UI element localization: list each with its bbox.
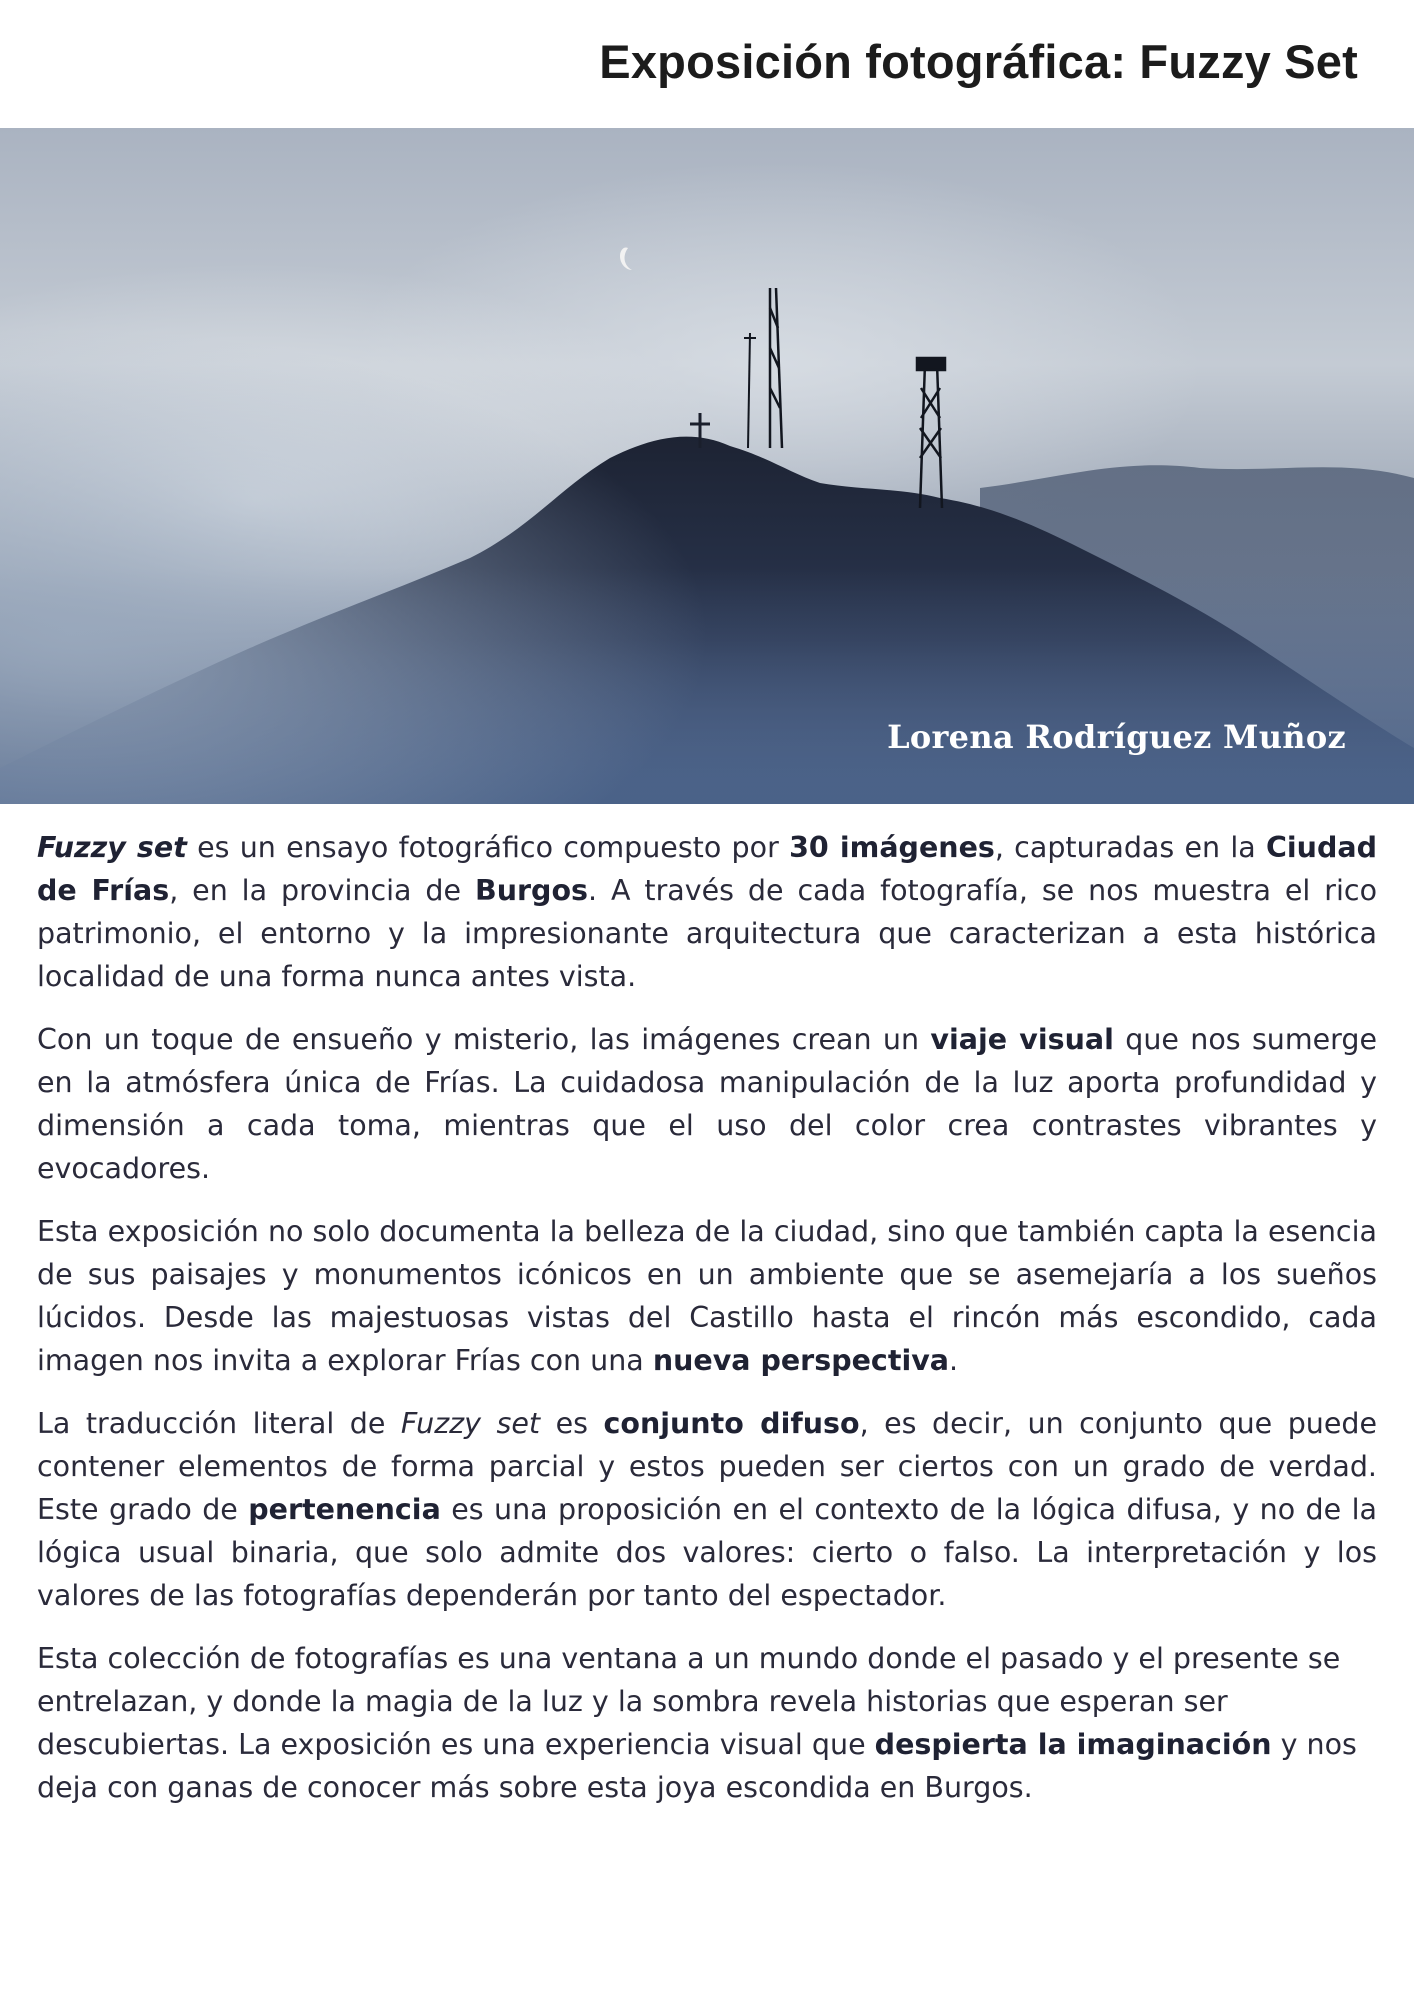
- paragraph-5: [37, 1637, 1377, 1809]
- paragraph-4: [37, 1402, 1377, 1617]
- text-span: es: [540, 1407, 604, 1440]
- article-body: [37, 826, 1377, 1829]
- bold-text: despierta la imaginación: [874, 1728, 1272, 1761]
- bold-text: pertenencia: [248, 1493, 441, 1526]
- paragraph-1: [37, 826, 1377, 998]
- hero-photo: [0, 128, 1414, 804]
- bold-text: Ciudad de Frías: [37, 831, 1378, 907]
- text-span: Esta colección de fotografías es una ventana a un mundo donde el pasado y el presente se entrelazan, y donde la magia de la luz y la sombra revela historias que esperan ser descubiertas. La exposición es una experiencia visual que: [37, 1642, 1341, 1761]
- text-span: . A través de cada fotografía, se nos muestra el rico patrimonio, el entorno y la impresionante arquitectura que caracterizan a esta histórica localidad de una forma nunca antes vista.: [37, 874, 1378, 993]
- bold-text: viaje visual: [930, 1023, 1114, 1056]
- page-title: Exposición fotográfica: Fuzzy Set: [599, 35, 1358, 88]
- text-span: , capturadas en la: [994, 831, 1266, 864]
- text-span: Esta exposición no solo documenta la belleza de la ciudad, sino que también capta la esencia de sus paisajes y monumentos icónicos en un ambiente que se asemejaría a los sueños lúcidos. Desde las majestuosas vistas del Castillo hasta el rincón más escondido, cada imagen nos invita a explorar Frías con una: [37, 1215, 1377, 1377]
- text-span: La traducción literal de: [37, 1407, 401, 1440]
- text-span: que nos sumerge en la atmósfera única de Frías. La cuidadosa manipulación de la luz aporta profundidad y dimensión a cada toma, mientras que el uso del color crea contrastes vibrantes y evocadores.: [37, 1023, 1378, 1185]
- bold-text: nueva perspectiva: [652, 1344, 950, 1377]
- text-span: .: [949, 1344, 959, 1377]
- text-span: , es decir, un conjunto que puede contener elementos de forma parcial y estos pueden ser ciertos con un grado de verdad. Este grado de: [37, 1407, 1378, 1526]
- misty-hill-illustration: [0, 128, 1414, 804]
- italic-text: Fuzzy set: [400, 1407, 541, 1440]
- emphasis-title: Fuzzy set: [37, 831, 187, 864]
- photographer-caption: Lorena Rodríguez Muñoz: [887, 718, 1346, 756]
- paragraph-2: [37, 1018, 1377, 1190]
- paragraph-3: [37, 1210, 1377, 1382]
- text-span: Con un toque de ensueño y misterio, las imágenes crean un: [37, 1023, 931, 1056]
- text-span: , en la provincia de: [169, 874, 475, 907]
- bold-text: Burgos: [474, 874, 588, 907]
- text-span: y nos deja con ganas de conocer más sobre esta joya escondida en Burgos.: [37, 1728, 1357, 1804]
- text-span: es un ensayo fotográfico compuesto por: [186, 831, 790, 864]
- text-span: es una proposición en el contexto de la lógica difusa, y no de la lógica usual binaria, que solo admite dos valores: cierto o falso. La interpretación y los valores de las fotografías dependerán por tanto del espectador.: [37, 1493, 1377, 1612]
- bold-text: 30 imágenes: [789, 831, 995, 864]
- bold-text: conjunto difuso: [603, 1407, 860, 1440]
